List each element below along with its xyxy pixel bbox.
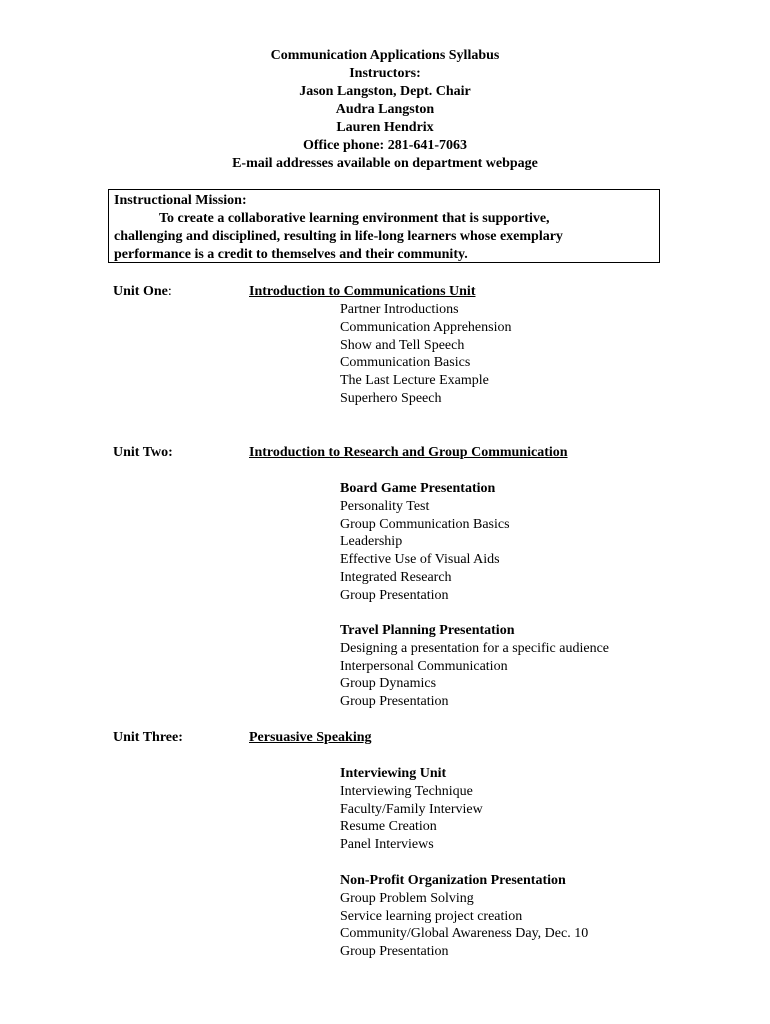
instructor-name: Lauren Hendrix [336, 120, 434, 135]
topic-item: Communication Apprehension [340, 319, 512, 335]
office-phone: Office phone: 281-641-7063 [302, 138, 468, 153]
section-heading: Travel Planning Presentation [340, 623, 515, 638]
travel-planning-section [340, 622, 609, 711]
unit-one-label: Unit One: [113, 284, 172, 299]
unit-three-title: Persuasive Speaking [249, 730, 372, 745]
topic-item: Superhero Speech [340, 390, 442, 406]
topic-item: Group Presentation [340, 694, 449, 710]
board-game-section [340, 480, 510, 605]
instructional-mission-box [108, 189, 660, 263]
topic-item: Integrated Research [340, 569, 452, 585]
topic-item: Community/Global Awareness Day, Dec. 10 [340, 926, 589, 942]
topic-item: Personality Test [340, 498, 430, 514]
unit-two-title: Introduction to Research and Group Communication [249, 445, 568, 460]
unit-one-topics [340, 301, 511, 408]
topic-item: Effective Use of Visual Aids [340, 552, 500, 568]
mission-text-line: To create a collaborative learning environment that is supportive, [159, 211, 550, 226]
topic-item: Group Communication Basics [340, 516, 510, 532]
syllabus-header [0, 47, 770, 173]
topic-item: Group Presentation [340, 944, 449, 960]
mission-label: Instructional Mission: [114, 193, 247, 208]
topic-item: Faculty/Family Interview [340, 801, 483, 817]
topic-item: Group Problem Solving [340, 890, 474, 906]
unit-one-title: Introduction to Communications Unit [249, 284, 476, 299]
topic-item: Group Presentation [340, 587, 449, 603]
instructors-label: Instructors: [349, 66, 421, 81]
section-heading: Board Game Presentation [340, 481, 496, 496]
instructor-name: Audra Langston [335, 102, 435, 117]
mission-text-line: challenging and disciplined, resulting in life-long learners whose exemplary [114, 229, 563, 244]
topic-item: Communication Basics [340, 355, 471, 371]
non-profit-section [340, 872, 588, 961]
topic-item: Designing a presentation for a specific audience [340, 640, 610, 656]
interviewing-section [340, 765, 483, 854]
email-note: E-mail addresses available on department webpage [232, 156, 538, 171]
section-heading: Interviewing Unit [340, 766, 447, 781]
topic-item: Resume Creation [340, 819, 437, 835]
topic-item: Partner Introductions [340, 302, 459, 317]
topic-item: Leadership [340, 534, 403, 550]
syllabus-title: Communication Applications Syllabus [270, 48, 500, 63]
topic-item: Panel Interviews [340, 837, 434, 853]
mission-text-line: performance is a credit to themselves and their community. [114, 247, 468, 262]
instructor-name: Jason Langston, Dept. Chair [299, 84, 471, 99]
unit-two-label: Unit Two: [113, 445, 173, 460]
section-heading: Non-Profit Organization Presentation [340, 873, 566, 888]
topic-item: Interviewing Technique [340, 783, 473, 799]
topic-item: Service learning project creation [340, 908, 523, 924]
unit-three-label: Unit Three: [113, 730, 183, 745]
topic-item: Group Dynamics [340, 676, 437, 692]
topic-item: The Last Lecture Example [340, 373, 489, 389]
topic-item: Interpersonal Communication [340, 658, 508, 674]
topic-item: Show and Tell Speech [340, 337, 465, 353]
